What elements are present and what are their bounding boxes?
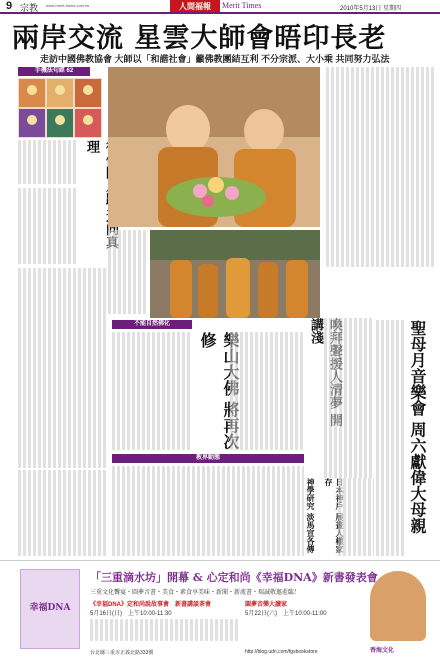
column-tag-label: 手機法句經 bbox=[34, 68, 65, 74]
issue-date: 2010年5月13日 星期四 bbox=[340, 6, 402, 12]
book-title: 幸福DNA bbox=[29, 603, 71, 613]
photo-caption-text bbox=[108, 230, 148, 314]
column-tag-number: 62 bbox=[66, 68, 74, 74]
right-text-3 bbox=[338, 478, 374, 556]
ad-publisher: 香海文化 bbox=[370, 648, 395, 654]
column-text-block bbox=[18, 140, 76, 184]
ad-event-1-time: 5月16日(日) 上午10:00-11:30 bbox=[90, 611, 172, 617]
ad-event-2: 圓夢音樂大讀家 bbox=[245, 602, 288, 608]
column-body-text bbox=[18, 188, 78, 264]
mid-section-tag: 不能自然佛化 bbox=[112, 320, 192, 329]
advertisement bbox=[0, 560, 440, 663]
column-vertical-title: 理 bbox=[84, 140, 99, 153]
main-photo bbox=[108, 67, 320, 227]
ad-event-2-time: 5月22日(六) 上午10:00-11:00 bbox=[245, 611, 327, 617]
ad-banner: 「三重滴水坊」開幕 & 心定和尚《幸福DNA》新書發表會 bbox=[90, 571, 378, 584]
section-url: www.merit-times.com.tw bbox=[46, 3, 90, 8]
page-number: 9 bbox=[6, 0, 13, 12]
ad-details bbox=[90, 619, 240, 641]
article-body-left bbox=[18, 268, 108, 468]
right-text-2 bbox=[376, 320, 404, 556]
mid-article-text-2 bbox=[230, 332, 304, 450]
monks-walking-illustration bbox=[150, 230, 320, 318]
newspaper-logo: 人間福報 bbox=[170, 0, 220, 12]
section-label: 宗教 bbox=[20, 3, 39, 13]
news-text bbox=[112, 466, 304, 556]
monks-meeting-illustration bbox=[108, 67, 320, 227]
right-text-1 bbox=[324, 318, 374, 478]
mid-vertical-title: 修 bbox=[198, 332, 217, 348]
page-subheadline: 走訪中國佛教協會 大師以「和諧社會」籲佛教團結互利 不分宗派、大小乘 共同努力弘法 bbox=[40, 54, 390, 64]
newspaper-english-name: Merit Times bbox=[222, 1, 262, 10]
article-text-column-right bbox=[326, 67, 436, 267]
right-vertical-title-4: 存 bbox=[324, 478, 334, 486]
right-vertical-title-1: 講淺 bbox=[308, 318, 323, 344]
thumbnail-grid-illustration bbox=[18, 78, 102, 138]
ad-event-1: 《幸福DNA》定和尚說故事會 新書講談茶會 bbox=[90, 602, 211, 608]
right-vertical-title-3: 神學研究 淡馬宣各傳 bbox=[306, 478, 316, 553]
mid-article-text bbox=[112, 332, 190, 450]
page-headline: 兩岸交流 星雲大師會晤印長老 bbox=[12, 23, 387, 54]
buddha-thumbnail-image bbox=[18, 78, 102, 138]
column-tag bbox=[18, 67, 90, 76]
article-body-left-lower bbox=[18, 470, 108, 556]
second-photo bbox=[150, 230, 320, 318]
monk-portrait bbox=[370, 571, 426, 641]
right-vertical-title-2: 聖母月音樂會 周六獻偉大母親 bbox=[408, 320, 427, 534]
news-tag: 教界動態 bbox=[112, 454, 304, 463]
ad-line: 三重文化饗宴・圓夢音書・美食・素食享美味・新聞・新流書・瑞誠敬邀蒞臨！ bbox=[90, 590, 301, 596]
ad-site: http://blog.udn.com/fgsbookstore bbox=[245, 649, 318, 655]
ad-address: 台北縣三重市正義北路333號 bbox=[90, 650, 154, 656]
book-cover bbox=[20, 569, 80, 649]
